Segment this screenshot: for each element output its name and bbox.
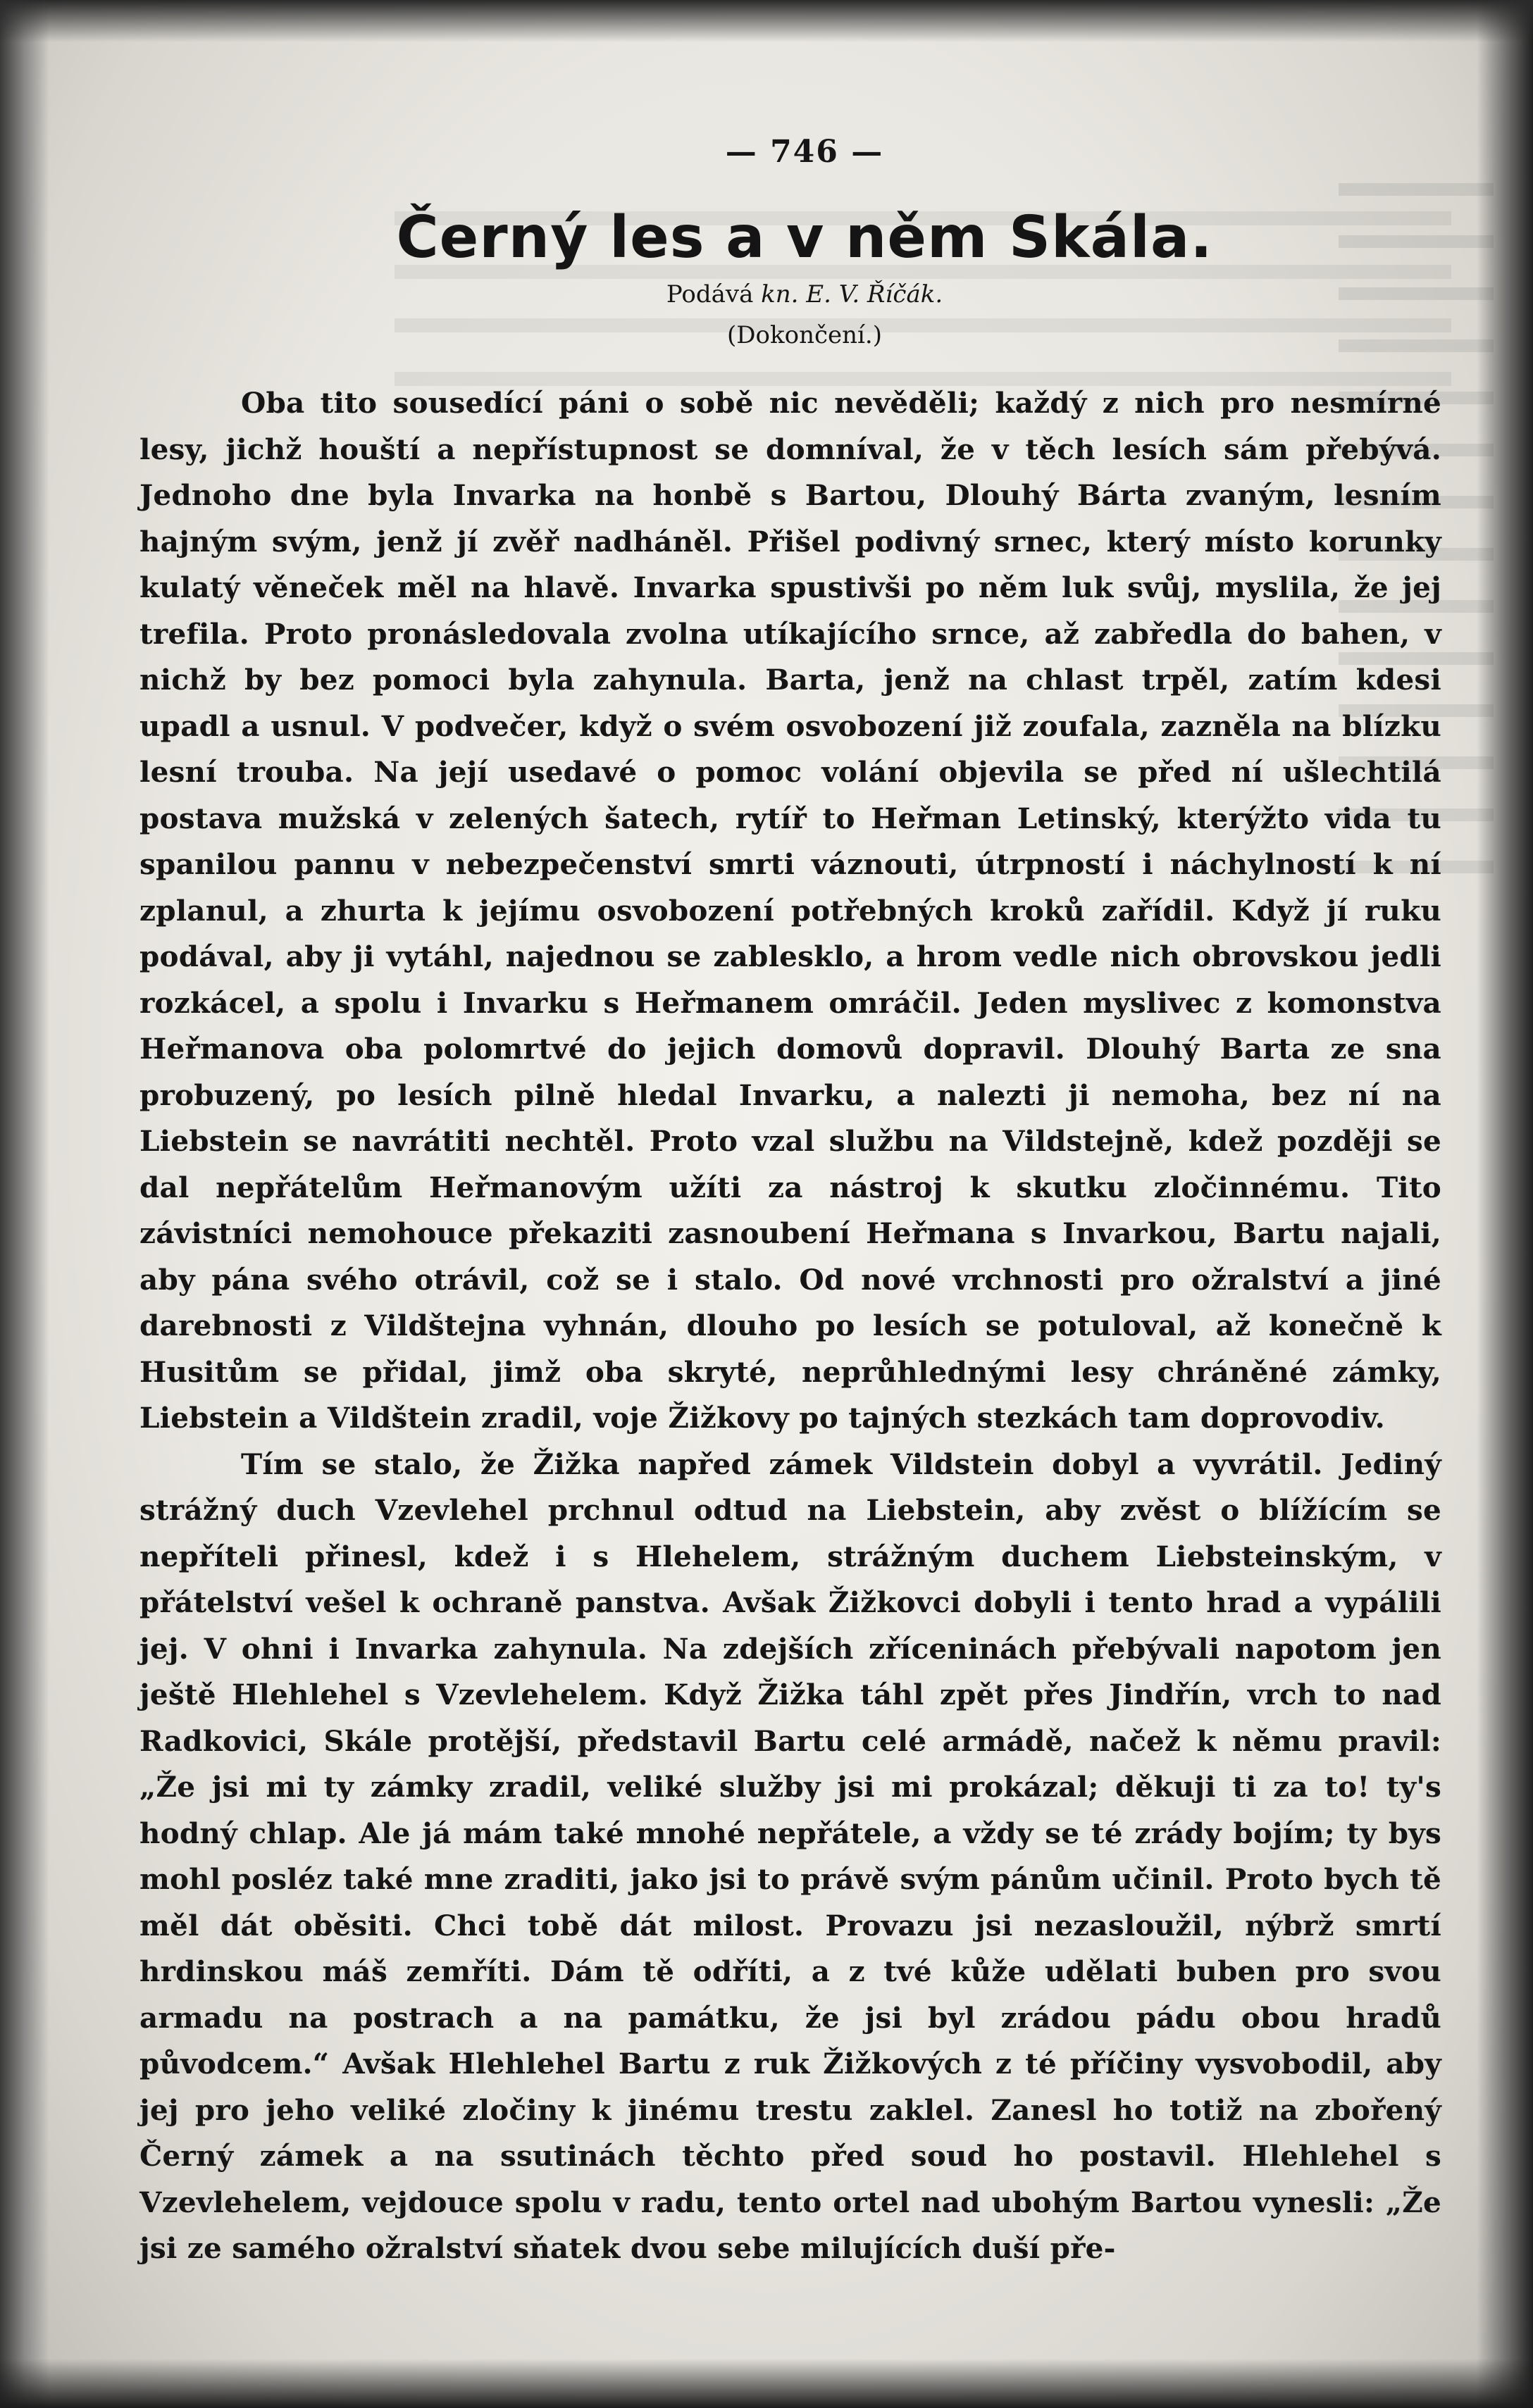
paragraph: Tím se stalo, že Žižka napřed zámek Vildstein dobyl a vyvrátil. Jediný strážný duch Vzevlehel prchnul odtud na Liebstein, aby zvěst o blížícím se nepříteli přinesl, kdež i s Hlehelem, strážným duchem Liebsteinským, v přátelství vešel k ochraně panstva. Avšak Žižkovci dobyli i tento hrad a vypálili jej. V ohni i Invarka zahynula. Na zdejších zříceninách přebývali napotom jen ještě Hlehlehel s Vzevlehelem. Když Žižka táhl zpět přes Jindřín, vrch to nad Radkovici, Skále protější, představil Bartu celé armádě, načež k němu pravil: „Že jsi mi ty zámky zradil, veliké služby jsi mi prokázal; děkuji ti za to! ty's hodný chlap. Ale já mám také mnohé nepřátele, a vždy se té zrády bojím; ty bys mohl posléz také mne zraditi, jako jsi to právě svým pánům učinil. Proto bych tě měl dát oběsiti. Chci tobě dát milost. Provazu jsi nezasloužil, nýbrž smrtí hrdinskou máš zemříti. Dám tě odříti, a z tvé kůže udělati buben pro svou armadu na postrach a na památku, že jsi byl zrádou pádu obou hradů původcem.“ Avšak Hlehlehel Bartu z ruk Žižkových z té příčiny vysvobodil, aby jej pro jeho veliké zločiny k jinému trestu zaklel. Zanesl ho totiž na zbořený Černý zámek a na ssutinách těchto před soud ho postavil. Hlehlehel s Vzevlehelem, vejdouce spolu v radu, tento ortel nad ubohým Bartou vynesli: „Že jsi ze samého ožralství sňatek dvou sebe milujících duší pře- <box>139 1447 1441 2265</box>
byline-prefix: Podává <box>666 280 762 308</box>
scan-edge-top <box>0 0 1533 42</box>
page-number: — 746 — <box>725 134 884 170</box>
paragraph: Oba tito sousedící páni o sobě nic nevěděli; každý z nich pro nesmírné lesy, jichž houští a nepřístupnost se domníval, že v těch lesích sám přebývá. Jednoho dne byla Invarka na honbě s Bartou, Dlouhý Bárta zvaným, lesním hajným svým, jenž jí zvěř nadháněl. Přišel podivný srnec, který místo korunky kulatý věneček měl na hlavě. Invarka spustivši po něm luk svůj, myslila, že jej trefila. Proto pronásledovala zvolna utíkajícího srnce, až zabředla do bahen, v nichž by bez pomoci byla zahynula. Barta, jenž na chlast trpěl, zatím kdesi upadl a usnul. V podvečer, když o svém osvobození již zoufala, zazněla na blízku lesní trouba. Na její usedavé o pomoc volání objevila se před ní ušlechtilá postava mužská v zelených šatech, rytíř to Heřman Letinský, kterýžto vida tu spanilou pannu v nebezpečenství smrti váznouti, útrpností i náchylností k ní zplanul, a zhurta k jejímu osvobození potřebných kroků zařídil. Když jí ruku podával, aby ji vytáhl, najednou se zablesklo, a hrom vedle nich obrovskou jedli rozkácel, a spolu i Invarku s Heřmanem omráčil. Jeden myslivec z komonstva Heřmanova oba polomrtvé do jejich domovů dopravil. Dlouhý Barta ze sna probuzený, po lesích pilně hledal Invarku, a nalezti ji nemoha, bez ní na Liebstein se navrátiti nechtěl. Proto vzal službu na Vildstejně, kdež později se dal nepřátelům Heřmanovým užíti za nástroj k skutku zločinnému. Tito závistníci nemohouce překaziti zasnoubení Heřmana s Invarkou, Bartu najali, aby pána svého otrávil, což se i stalo. Od nové vrchnosti pro ožralství a jiné darebnosti z Vildštejna vyhnán, dlouho po lesích se potuloval, až konečně k Husitům se přidal, jimž oba skryté, neprůhlednými lesy chráněné zámky, Liebstein a Vildštein zradil, voje Žižkovy po tajných stezkách tam doprovodiv. <box>139 386 1441 1435</box>
article-title: Černý les a v něm Skála. <box>396 204 1213 271</box>
article-body <box>139 380 1441 2272</box>
scan-edge-left <box>0 0 49 2408</box>
byline-author: kn. E. V. Říčák. <box>761 280 943 308</box>
subtitle: (Dokončení.) <box>727 321 882 349</box>
scan-edge-bottom <box>0 2359 1533 2408</box>
byline <box>139 280 1441 311</box>
page-content <box>139 106 1441 2272</box>
